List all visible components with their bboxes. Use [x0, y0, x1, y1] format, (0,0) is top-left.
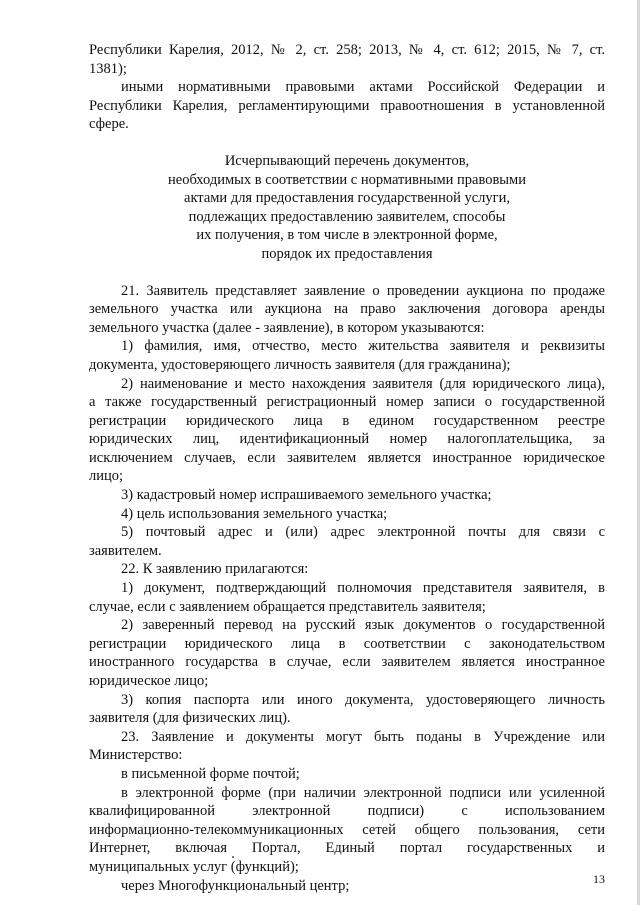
text-line: в электронной форме (при наличии электронной подписи или усиленной — [121, 784, 605, 801]
text-line: регистрации юридического лица в соответствии с законодательством — [89, 635, 605, 652]
text-line: 4) цель использования земельного участка; — [121, 505, 388, 522]
text-line: 1) документ, подтверждающий полномочия представителя заявителя, в — [121, 580, 605, 597]
text-line: 3) копия паспорта или иного документа, удостоверяющего личность — [121, 691, 605, 708]
text-line: Министерство: — [89, 747, 183, 764]
text-line: 2) заверенный перевод на русский язык документов о государственной — [121, 617, 605, 634]
heading-line: их получения, в том числе в электронной форме, — [196, 227, 498, 244]
text-line: 22. К заявлению прилагаются: — [121, 561, 309, 578]
text-line: Республики Карелия, регламентирующими правоотношения в установленной — [89, 97, 605, 114]
text-line: Республики Карелия, 2012, № 2, ст. 258; 2013, № 4, ст. 612; 2015, № 7, ст. — [89, 42, 605, 58]
text-line: информационно-телекоммуникационных сетей общего пользования, сети — [89, 821, 605, 838]
text-line: иными нормативными правовыми актами Российской Федерации и — [121, 79, 605, 96]
text-line: случае, если с заявлением обращается представитель заявителя; — [89, 598, 486, 615]
text-line: регистрации юридического лица в едином государственном реестре — [89, 412, 605, 429]
text-line: квалифицированной электронной подписи) с использованием — [89, 803, 605, 820]
body-block — [89, 282, 605, 896]
text-line: земельного участка (далее - заявление), в котором указываются: — [89, 319, 485, 336]
section-heading — [89, 152, 605, 264]
heading-line: необходимых в соответствии с нормативными правовыми — [168, 171, 526, 188]
page-number: 13 — [593, 872, 605, 886]
text-line: 1) фамилия, имя, отчество, место жительства заявителя и реквизиты — [121, 338, 605, 355]
heading-line: подлежащих предоставлению заявителем, способы — [188, 208, 506, 225]
text-line: 21. Заявитель представляет заявление о проведении аукциона по продаже — [121, 282, 605, 299]
text-line: заявителя (для физических лиц). — [89, 710, 291, 727]
text-line: 5) почтовый адрес и (или) адрес электронной почты для связи с — [121, 524, 605, 541]
text-line: 1381); — [89, 60, 127, 77]
text-line: юридических лиц, идентификационный номер налогоплательщика, за — [89, 431, 605, 448]
page-text — [89, 41, 605, 895]
text-line: через Многофункциональный центр; — [121, 877, 350, 894]
text-line: а также государственный регистрационный номер записи о государственной — [89, 394, 605, 411]
text-line: юридическое лицо; — [89, 673, 209, 689]
text-line: документа, удостоверяющего личность заявителя (для гражданина); — [89, 356, 511, 373]
text-line: исключением случаев, если заявителем является иностранное юридическое — [89, 449, 605, 466]
text-line: 2) наименование и место нахождения заявителя (для юридического лица), — [121, 375, 605, 392]
heading-line: порядок их предоставления — [261, 245, 433, 262]
text-line: 3) кадастровый номер испрашиваемого земельного участка; — [121, 487, 492, 504]
scan-speck — [232, 856, 234, 858]
text-line: заявителем. — [89, 542, 162, 559]
text-line: лицо; — [89, 468, 124, 485]
text-line: 23. Заявление и документы могут быть поданы в Учреждение или — [121, 728, 605, 745]
text-line: сфере. — [89, 116, 129, 133]
text-line: Интернет, включая Портал, Единый портал государственных и — [89, 840, 605, 857]
text-line: муниципальных услуг (функций); — [89, 858, 299, 875]
text-line: в письменной форме почтой; — [121, 765, 300, 782]
text-line: земельного участка или аукциона на право заключения договора аренды — [89, 301, 605, 318]
text-line: иностранного государства в случае, если заявителем является иностранное — [89, 654, 605, 671]
spacer — [89, 264, 605, 282]
spacer — [89, 134, 605, 152]
heading-line: Исчерпывающий перечень документов, — [224, 152, 470, 169]
intro-block — [89, 41, 605, 134]
heading-line: актами для предоставления государственной услуги, — [184, 190, 510, 207]
